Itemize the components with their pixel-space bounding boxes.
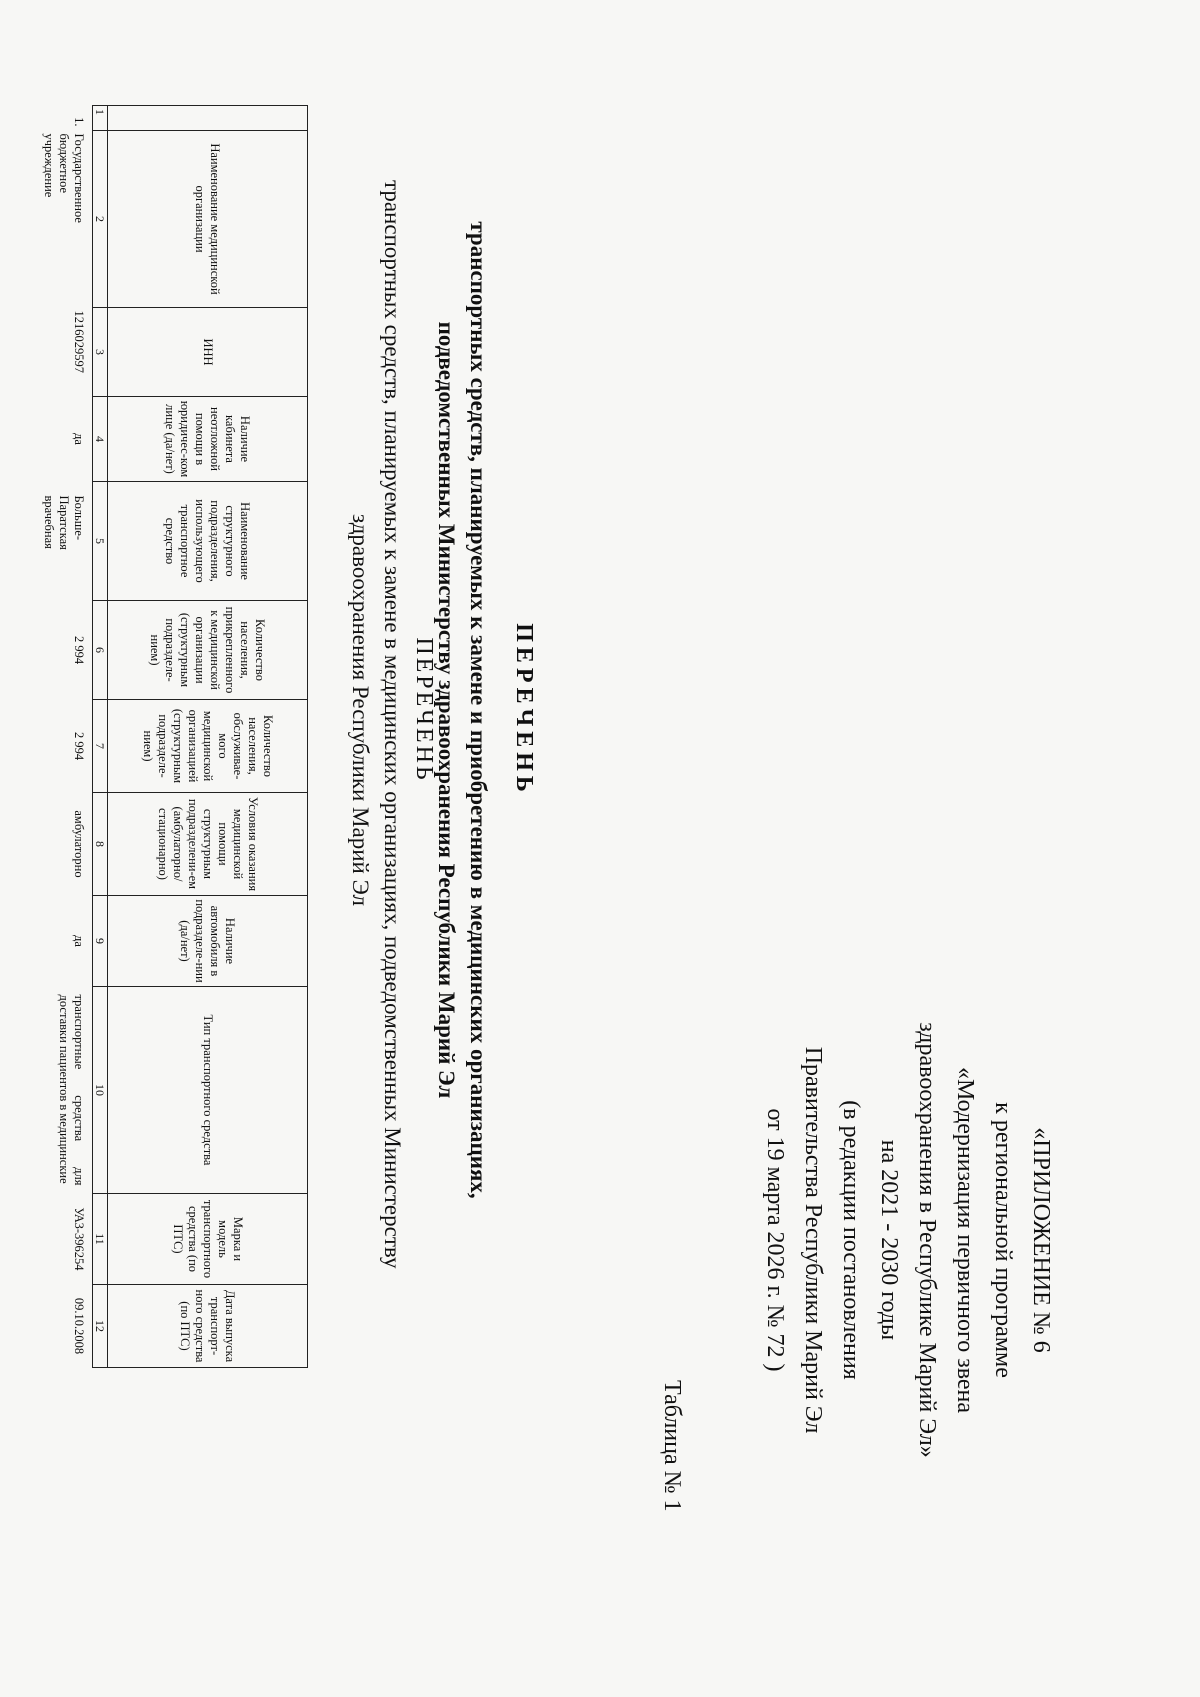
header-cell: Дата выпуска транспорт-ного средства (по ПТС) xyxy=(108,1285,308,1368)
header-cell: Количество населения, прикрепленного к медицинской организации (структурным подразделе-нием) xyxy=(108,601,308,700)
row-org-name: Государственное бюджетное учреждение xyxy=(33,131,93,308)
table-header-row xyxy=(108,106,308,1368)
appendix-line: (в редакции постановления xyxy=(838,1100,864,1380)
heading-normal xyxy=(344,180,440,1269)
column-number: 10 xyxy=(93,987,108,1194)
header-cell: ИНН xyxy=(108,308,308,397)
row-release-date: 09.10.2008 xyxy=(33,1285,93,1368)
column-number: 5 xyxy=(93,482,108,601)
header-cell: Тип транспортного средства xyxy=(108,987,308,1194)
row-care-conditions: амбулаторно xyxy=(33,793,93,896)
column-number: 6 xyxy=(93,601,108,700)
column-number: 4 xyxy=(93,397,108,482)
column-number: 9 xyxy=(93,896,108,987)
column-number: 3 xyxy=(93,308,108,397)
column-number: 1 xyxy=(93,106,108,131)
table-row xyxy=(33,106,93,1368)
row-inn: 1216029597 xyxy=(33,308,93,397)
column-number: 7 xyxy=(93,700,108,793)
row-attached-population: 2 994 xyxy=(33,601,93,700)
header-cell: Условия оказания медицинской помощи структурным подразделени-ем (амбулаторно/ стационарно) xyxy=(108,793,308,896)
row-has-car: да xyxy=(33,896,93,987)
appendix-line: «ПРИЛОЖЕНИЕ № 6 xyxy=(1028,1127,1054,1353)
appendix-block xyxy=(756,900,1060,1580)
header-cell: Наименование медицинской организации xyxy=(108,131,308,308)
heading-bold-line1: транспортных средств, планируемых к замене и приобретению в медицинских организациях, xyxy=(466,221,491,1199)
appendix-line: «Модернизация первичного звена xyxy=(952,1066,978,1414)
header-cell: Марка и модель транспортного средства (по ПТС) xyxy=(108,1194,308,1285)
header-cell: Наличие автомобиля в подразделе-нии (да/нет) xyxy=(108,896,308,987)
row-vehicle-type: транспортные средства для доставки пациентов в медицинские xyxy=(33,987,93,1194)
appendix-line: к региональной программе xyxy=(990,1102,1016,1378)
heading-normal-title: ПЕРЕЧЕНЬ xyxy=(411,637,437,783)
heading-bold-title: ПЕРЕЧЕНЬ xyxy=(511,623,537,797)
vehicles-table xyxy=(33,105,309,1368)
table-label: Таблица № 1 xyxy=(659,1380,685,1512)
column-number: 12 xyxy=(93,1285,108,1368)
header-cell xyxy=(108,106,308,131)
header-cell: Наименование структурного подразделения, использующего транспортное средство xyxy=(108,482,308,601)
row-unit-name: Больше-Паратская врачебная xyxy=(33,482,93,601)
row-vehicle-model: УАЗ-396254 xyxy=(33,1194,93,1285)
heading-bold-line2: подведомственных Министерству здравоохранения Республики Марий Эл xyxy=(434,321,459,1099)
column-number: 8 xyxy=(93,793,108,896)
column-numbers-row xyxy=(93,106,108,1368)
appendix-line: Правительства Республики Марий Эл xyxy=(800,1046,826,1434)
header-cell: Наличие кабинета неотложной помощи в юридичес-ком лице (да/нет) xyxy=(108,397,308,482)
heading-bold xyxy=(430,180,540,1240)
appendix-line: на 2021 - 2030 годы xyxy=(876,1139,902,1341)
heading-normal-line1: транспортных средств, планируемых к замене в медицинских организациях, подведомственных Министерству xyxy=(380,180,405,1269)
row-urgent-care: да xyxy=(33,397,93,482)
header-cell: Количество населения, обслуживае-мого медицинской организацией (структурным подразделе-нием) xyxy=(108,700,308,793)
row-served-population: 2 994 xyxy=(33,700,93,793)
appendix-line: от 19 марта 2026 г. № 72 ) xyxy=(762,1108,788,1372)
column-number: 2 xyxy=(93,131,108,308)
column-number: 11 xyxy=(93,1194,108,1285)
heading-normal-line2: здравоохранения Республики Марий Эл xyxy=(348,514,373,906)
appendix-line: здравоохранения в Республике Марий Эл» xyxy=(914,1022,940,1458)
row-number: 1. xyxy=(33,106,93,131)
